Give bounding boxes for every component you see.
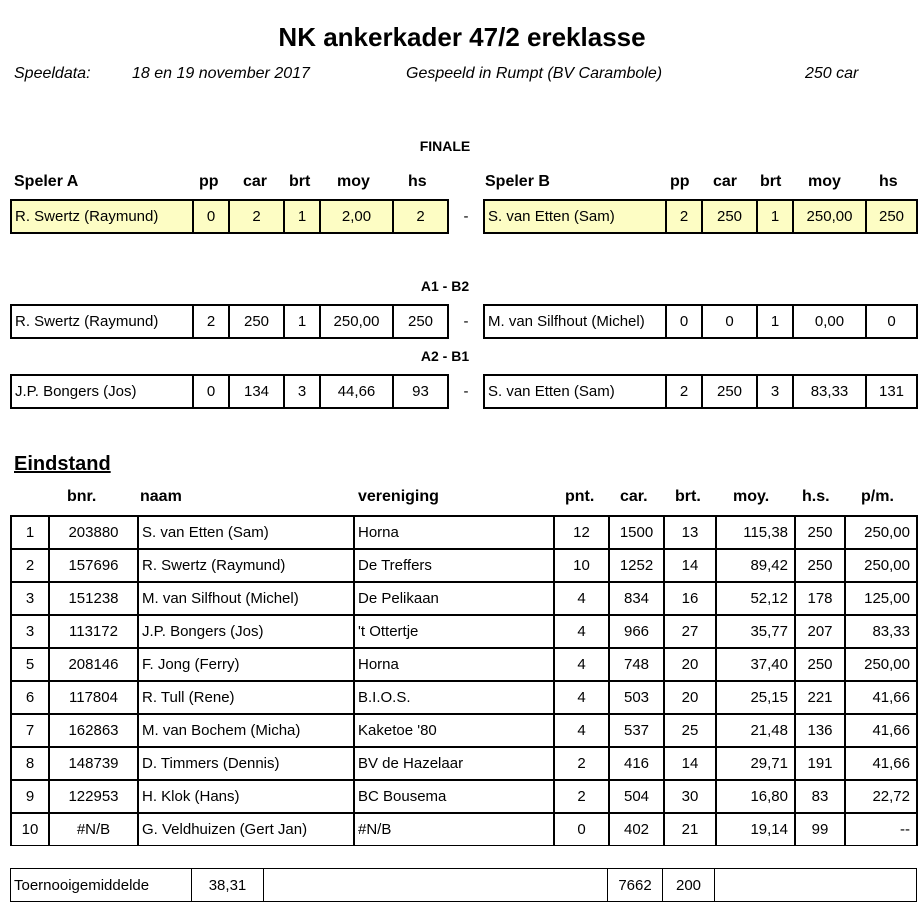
- rank-cell: 6: [11, 681, 49, 714]
- car-cell: 537: [609, 714, 664, 747]
- brt-cell: 14: [664, 747, 716, 780]
- moy-cell: 35,77: [716, 615, 795, 648]
- col-pnt-header: pnt.: [565, 488, 595, 505]
- match-row: [11, 200, 917, 233]
- player-b-moy: 83,33: [793, 375, 866, 408]
- separator: -: [448, 375, 484, 408]
- vereniging-cell: Kaketoe '80: [354, 714, 554, 747]
- brt-cell: 16: [664, 582, 716, 615]
- hs-cell: 83: [795, 780, 845, 813]
- bnr-cell: 162863: [49, 714, 138, 747]
- header-moy-a: moy: [337, 173, 370, 190]
- rank-cell: 3: [11, 615, 49, 648]
- match-row: [11, 375, 917, 408]
- player-a-car: 134: [229, 375, 284, 408]
- pnt-cell: 4: [554, 615, 609, 648]
- player-a-name: R. Swertz (Raymund): [11, 305, 193, 338]
- naam-cell: F. Jong (Ferry): [138, 648, 354, 681]
- match-row: [11, 305, 917, 338]
- brt-cell: 13: [664, 516, 716, 549]
- brt-cell: 14: [664, 549, 716, 582]
- hs-cell: 250: [795, 648, 845, 681]
- pm-cell: 250,00: [845, 516, 917, 549]
- header-pp-b: pp: [670, 173, 690, 190]
- naam-cell: M. van Silfhout (Michel): [138, 582, 354, 615]
- vereniging-cell: BV de Hazelaar: [354, 747, 554, 780]
- player-a-pp: 0: [193, 200, 229, 233]
- bnr-cell: 148739: [49, 747, 138, 780]
- player-b-hs: 250: [866, 200, 917, 233]
- col-vereniging-header: vereniging: [358, 488, 439, 505]
- bnr-cell: 157696: [49, 549, 138, 582]
- naam-cell: R. Swertz (Raymund): [138, 549, 354, 582]
- col-moy-header: moy.: [733, 488, 770, 505]
- col-naam-header: naam: [140, 488, 182, 505]
- naam-cell: H. Klok (Hans): [138, 780, 354, 813]
- separator: -: [448, 200, 484, 233]
- naam-cell: D. Timmers (Dennis): [138, 747, 354, 780]
- naam-cell: M. van Bochem (Micha): [138, 714, 354, 747]
- pm-cell: 41,66: [845, 681, 917, 714]
- pnt-cell: 10: [554, 549, 609, 582]
- player-b-name: M. van Silfhout (Michel): [484, 305, 666, 338]
- pnt-cell: 12: [554, 516, 609, 549]
- player-a-brt: 1: [284, 305, 320, 338]
- table-row: [11, 549, 917, 582]
- player-b-hs: 131: [866, 375, 917, 408]
- naam-cell: R. Tull (Rene): [138, 681, 354, 714]
- toernooi-empty-end: [715, 869, 917, 902]
- naam-cell: S. van Etten (Sam): [138, 516, 354, 549]
- location: Gespeeld in Rumpt (BV Carambole): [406, 65, 663, 82]
- moy-cell: 21,48: [716, 714, 795, 747]
- vereniging-cell: De Pelikaan: [354, 582, 554, 615]
- pnt-cell: 4: [554, 582, 609, 615]
- player-a-moy: 2,00: [320, 200, 393, 233]
- brt-cell: 20: [664, 681, 716, 714]
- pnt-cell: 2: [554, 747, 609, 780]
- car-cell: 834: [609, 582, 664, 615]
- player-a-moy: 44,66: [320, 375, 393, 408]
- rank-cell: 2: [11, 549, 49, 582]
- pnt-cell: 4: [554, 648, 609, 681]
- speeldata-value: 18 en 19 november 2017: [132, 65, 310, 82]
- player-b-name: S. van Etten (Sam): [484, 200, 666, 233]
- hs-cell: 191: [795, 747, 845, 780]
- toernooi-empty: [264, 869, 608, 902]
- player-b-hs: 0: [866, 305, 917, 338]
- moy-cell: 89,42: [716, 549, 795, 582]
- pm-cell: 41,66: [845, 747, 917, 780]
- header-car-b: car: [713, 173, 738, 190]
- player-a-hs: 250: [393, 305, 448, 338]
- header-brt-b: brt: [760, 173, 782, 190]
- pnt-cell: 4: [554, 714, 609, 747]
- eindstand-title: Eindstand: [14, 453, 111, 475]
- pnt-cell: 0: [554, 813, 609, 846]
- separator: -: [448, 305, 484, 338]
- pm-cell: 125,00: [845, 582, 917, 615]
- moy-cell: 52,12: [716, 582, 795, 615]
- rank-cell: 9: [11, 780, 49, 813]
- table-row: [11, 516, 917, 549]
- bnr-cell: 122953: [49, 780, 138, 813]
- player-b-name: S. van Etten (Sam): [484, 375, 666, 408]
- rank-cell: 8: [11, 747, 49, 780]
- pm-cell: 250,00: [845, 648, 917, 681]
- a2b1-label: A2 - B1: [420, 348, 470, 364]
- header-hs-a: hs: [408, 173, 427, 190]
- standings-table: [10, 515, 918, 846]
- hs-cell: 99: [795, 813, 845, 846]
- hs-cell: 250: [795, 549, 845, 582]
- moy-cell: 19,14: [716, 813, 795, 846]
- toernooi-label: Toernooigemiddelde: [11, 869, 192, 902]
- naam-cell: G. Veldhuizen (Gert Jan): [138, 813, 354, 846]
- pnt-cell: 2: [554, 780, 609, 813]
- rank-cell: 5: [11, 648, 49, 681]
- player-b-brt: 3: [757, 375, 793, 408]
- car-cell: 1252: [609, 549, 664, 582]
- moy-cell: 37,40: [716, 648, 795, 681]
- rank-cell: 7: [11, 714, 49, 747]
- table-row: [11, 813, 917, 846]
- header-moy-b: moy: [808, 173, 841, 190]
- player-a-pp: 0: [193, 375, 229, 408]
- brt-cell: 27: [664, 615, 716, 648]
- bnr-cell: 113172: [49, 615, 138, 648]
- brt-cell: 21: [664, 813, 716, 846]
- rank-cell: 1: [11, 516, 49, 549]
- moy-cell: 25,15: [716, 681, 795, 714]
- finale-label: FINALE: [419, 138, 471, 154]
- table-row: [11, 648, 917, 681]
- bnr-cell: 203880: [49, 516, 138, 549]
- a2b1-match-table: [10, 374, 918, 409]
- header-brt-a: brt: [289, 173, 311, 190]
- car-cell: 416: [609, 747, 664, 780]
- moy-cell: 29,71: [716, 747, 795, 780]
- header-pp-a: pp: [199, 173, 219, 190]
- pm-cell: 83,33: [845, 615, 917, 648]
- table-row: [11, 582, 917, 615]
- car-cell: 402: [609, 813, 664, 846]
- pnt-cell: 4: [554, 681, 609, 714]
- toernooi-brt: 200: [663, 869, 715, 902]
- speeldata-label: Speeldata:: [14, 65, 91, 82]
- tournament-average-table: [10, 868, 917, 902]
- car-cell: 966: [609, 615, 664, 648]
- bnr-cell: 151238: [49, 582, 138, 615]
- header-hs-b: hs: [879, 173, 898, 190]
- car-cell: 503: [609, 681, 664, 714]
- toernooi-car: 7662: [608, 869, 663, 902]
- rank-cell: 3: [11, 582, 49, 615]
- player-a-hs: 2: [393, 200, 448, 233]
- player-a-name: J.P. Bongers (Jos): [11, 375, 193, 408]
- player-a-hs: 93: [393, 375, 448, 408]
- player-a-brt: 1: [284, 200, 320, 233]
- pm-cell: --: [845, 813, 917, 846]
- a1b2-match-table: [10, 304, 918, 339]
- player-b-car: 250: [702, 200, 757, 233]
- header-speler-a: Speler A: [14, 173, 79, 190]
- bnr-cell: 117804: [49, 681, 138, 714]
- player-b-brt: 1: [757, 305, 793, 338]
- col-hs-header: h.s.: [802, 488, 830, 505]
- vereniging-cell: Horna: [354, 516, 554, 549]
- player-b-pp: 2: [666, 200, 702, 233]
- pm-cell: 41,66: [845, 714, 917, 747]
- player-b-moy: 250,00: [793, 200, 866, 233]
- tournament-average-row: [11, 869, 917, 902]
- vereniging-cell: De Treffers: [354, 549, 554, 582]
- car-cell: 748: [609, 648, 664, 681]
- a1b2-label: A1 - B2: [420, 278, 470, 294]
- player-a-pp: 2: [193, 305, 229, 338]
- vereniging-cell: #N/B: [354, 813, 554, 846]
- player-a-car: 2: [229, 200, 284, 233]
- table-row: [11, 681, 917, 714]
- col-brt-header: brt.: [675, 488, 701, 505]
- header-car-a: car: [243, 173, 268, 190]
- player-b-moy: 0,00: [793, 305, 866, 338]
- bnr-cell: 208146: [49, 648, 138, 681]
- hs-cell: 250: [795, 516, 845, 549]
- hs-cell: 178: [795, 582, 845, 615]
- player-b-pp: 2: [666, 375, 702, 408]
- rank-cell: 10: [11, 813, 49, 846]
- car-cell: 504: [609, 780, 664, 813]
- table-row: [11, 615, 917, 648]
- vereniging-cell: Horna: [354, 648, 554, 681]
- toernooi-moy: 38,31: [192, 869, 264, 902]
- header-speler-b: Speler B: [485, 173, 550, 190]
- player-b-pp: 0: [666, 305, 702, 338]
- player-a-car: 250: [229, 305, 284, 338]
- col-bnr-header: bnr.: [67, 488, 97, 505]
- distance: 250 car: [805, 65, 859, 82]
- col-pm-header: p/m.: [861, 488, 894, 505]
- vereniging-cell: B.I.O.S.: [354, 681, 554, 714]
- moy-cell: 115,38: [716, 516, 795, 549]
- naam-cell: J.P. Bongers (Jos): [138, 615, 354, 648]
- vereniging-cell: BC Bousema: [354, 780, 554, 813]
- brt-cell: 30: [664, 780, 716, 813]
- hs-cell: 221: [795, 681, 845, 714]
- col-car-header: car.: [620, 488, 648, 505]
- pm-cell: 250,00: [845, 549, 917, 582]
- table-row: [11, 714, 917, 747]
- brt-cell: 20: [664, 648, 716, 681]
- vereniging-cell: 't Ottertje: [354, 615, 554, 648]
- finale-match-table: [10, 199, 918, 234]
- player-b-brt: 1: [757, 200, 793, 233]
- player-a-brt: 3: [284, 375, 320, 408]
- hs-cell: 136: [795, 714, 845, 747]
- car-cell: 1500: [609, 516, 664, 549]
- table-row: [11, 747, 917, 780]
- bnr-cell: #N/B: [49, 813, 138, 846]
- player-b-car: 250: [702, 375, 757, 408]
- hs-cell: 207: [795, 615, 845, 648]
- player-b-car: 0: [702, 305, 757, 338]
- player-a-name: R. Swertz (Raymund): [11, 200, 193, 233]
- moy-cell: 16,80: [716, 780, 795, 813]
- pm-cell: 22,72: [845, 780, 917, 813]
- brt-cell: 25: [664, 714, 716, 747]
- page-title: NK ankerkader 47/2 ereklasse: [278, 22, 646, 52]
- table-row: [11, 780, 917, 813]
- player-a-moy: 250,00: [320, 305, 393, 338]
